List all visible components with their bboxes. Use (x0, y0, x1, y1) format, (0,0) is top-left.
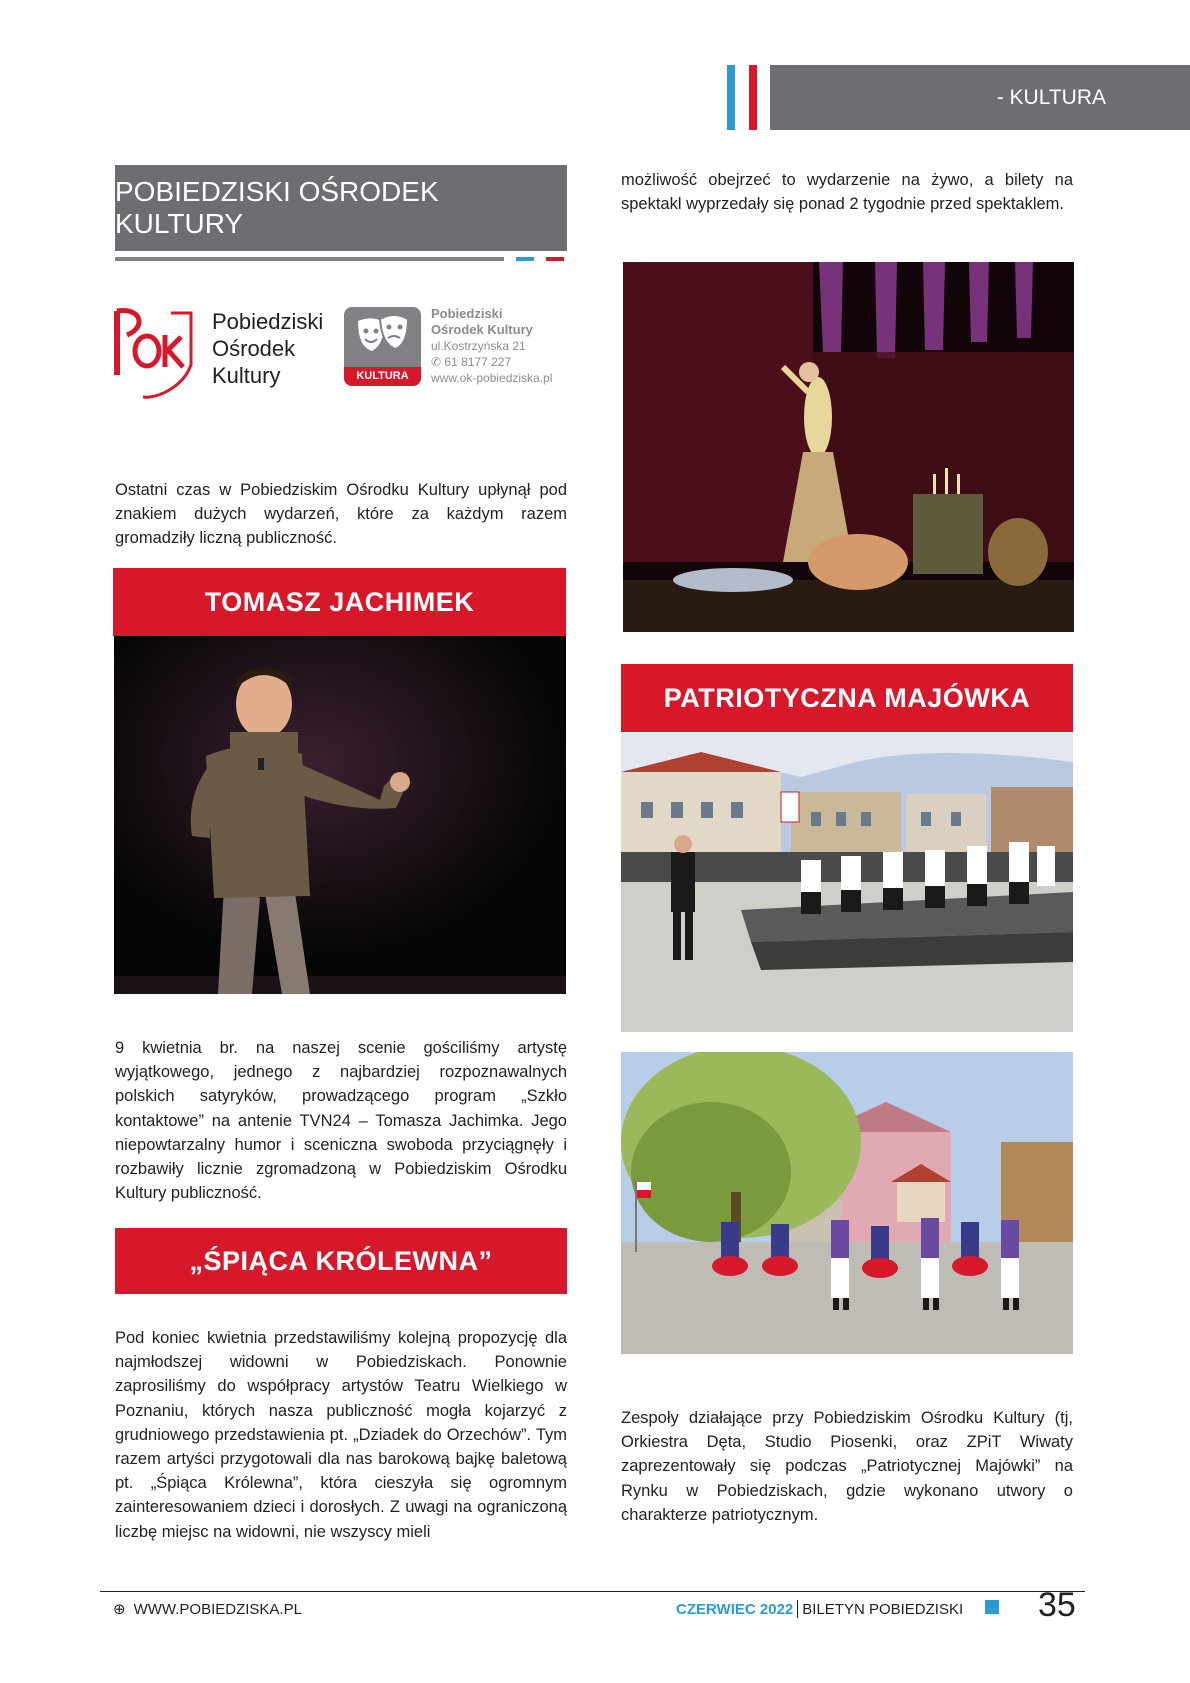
krolewna-paragraph: Pod koniec kwietnia przedstawiliśmy kolejną propozycję dla najmłodszej widowni w Pobiedziskach. Ponownie zaprosiliśmy do współpracy artystów Teatru Wielkiego w Poznaniu, których nasza publiczność mogła kojarzyć z grudniowego przedstawienia pt. „Dziadek do Orzechów”. Tym razem artyści przygotowali dla nas barokową bajkę baletową pt. „Śpiąca Królewna”, która cieszyła się ogromnym zainteresowaniem dzieci i dorosłych. Z uwagi na ograniczoną liczbę miejsc na widowni, nie wszyscy mieli (115, 1329, 567, 1541)
phone-icon: ✆ (431, 355, 445, 369)
intro-paragraph: Ostatni czas w Pobiedziskim Ośrodku Kultury upłynął pod znakiem dużych wydarzeń, które za każdym razem gromadziły liczną publiczność. (115, 481, 567, 548)
footer-website-text: WWW.POBIEDZISKA.PL (133, 1600, 302, 1618)
photo-folk-dance (621, 1052, 1073, 1354)
footer-date: CZERWIEC 2022 (676, 1600, 794, 1618)
info-phone: 61 8177 227 (444, 355, 512, 369)
headline-krolewna: „ŚPIĄCA KRÓLEWNA” (115, 1228, 567, 1294)
photo-orchestra (621, 732, 1073, 1032)
majowka-paragraph: Zespoły działające przy Pobiedziskim Ośrodku Kultury (tj, Orkiestra Dęta, Studio Piosenki, oraz ZPiT Wiwaty zaprezentowały się podczas „Patriotycznej Majówki” na Rynku w Pobiedziskach, gdzie wykonano utwory o charakterze patriotycznym. (621, 1409, 1073, 1524)
info-name-2: Ośrodek Kultury (431, 322, 533, 337)
footer-website[interactable] (113, 1600, 302, 1618)
section-tag: - KULTURA (770, 65, 1190, 130)
pok-logo-text (212, 308, 323, 389)
kultura-badge: KULTURA (344, 367, 421, 386)
photo-ballet (623, 262, 1074, 632)
footer-square-icon (985, 1600, 999, 1614)
header-stripe-red (749, 65, 757, 130)
flag-accent-red (546, 257, 564, 261)
info-web: www.ok-pobiedziska.pl (431, 371, 553, 385)
globe-icon: ⊕ (113, 1601, 126, 1618)
pok-line: Pobiedziski (212, 309, 324, 334)
section-title-underline (115, 257, 504, 261)
header-stripe-blue (727, 65, 735, 130)
pok-line: Kultury (212, 363, 281, 388)
contact-info (431, 306, 552, 386)
pok-line: Ośrodek (212, 336, 296, 361)
page-number: 35 (1038, 1586, 1076, 1624)
info-name-1: Pobiedziski (431, 306, 503, 321)
header-stripe-white (738, 65, 746, 130)
footer-separator (797, 1600, 798, 1618)
pok-logo (113, 305, 193, 403)
headline-majowka: PATRIOTYCZNA MAJÓWKA (621, 664, 1073, 732)
photo-jachimek (114, 636, 566, 994)
theatre-masks-icon (344, 307, 421, 367)
section-title: POBIEDZISKI OŚRODEK KULTURY (115, 165, 567, 251)
theatre-masks-logo (344, 307, 421, 386)
info-phone-row (431, 354, 552, 370)
footer-publication (676, 1600, 963, 1618)
info-address: ul.Kostrzyńska 21 (431, 339, 526, 353)
footer-publication-name: BILETYN POBIEDZISKI (802, 1600, 964, 1618)
flag-accent-blue (516, 257, 534, 261)
headline-jachimek: TOMASZ JACHIMEK (113, 568, 566, 636)
footer-rule (100, 1591, 1085, 1592)
krolewna-continuation: możliwość obejrzeć to wydarzenie na żywo, a bilety na spektakl wyprzedały się ponad 2 tygodnie przed spektaklem. (621, 171, 1073, 214)
jachimek-paragraph: 9 kwietnia br. na naszej scenie gościliśmy artystę wyjątkowego, jednego z najbardziej rozpoznawalnych polskich satyryków, prowadzącego program „Szkło kontaktowe” na antenie TVN24 – Tomasza Jachimka. Jego niepowtarzalny humor i sceniczna swoboda przyciągnęły i rozbawiły licznie zgromadzoną w Pobiedziskim Ośrodku Kultury publiczność. (115, 1039, 567, 1203)
